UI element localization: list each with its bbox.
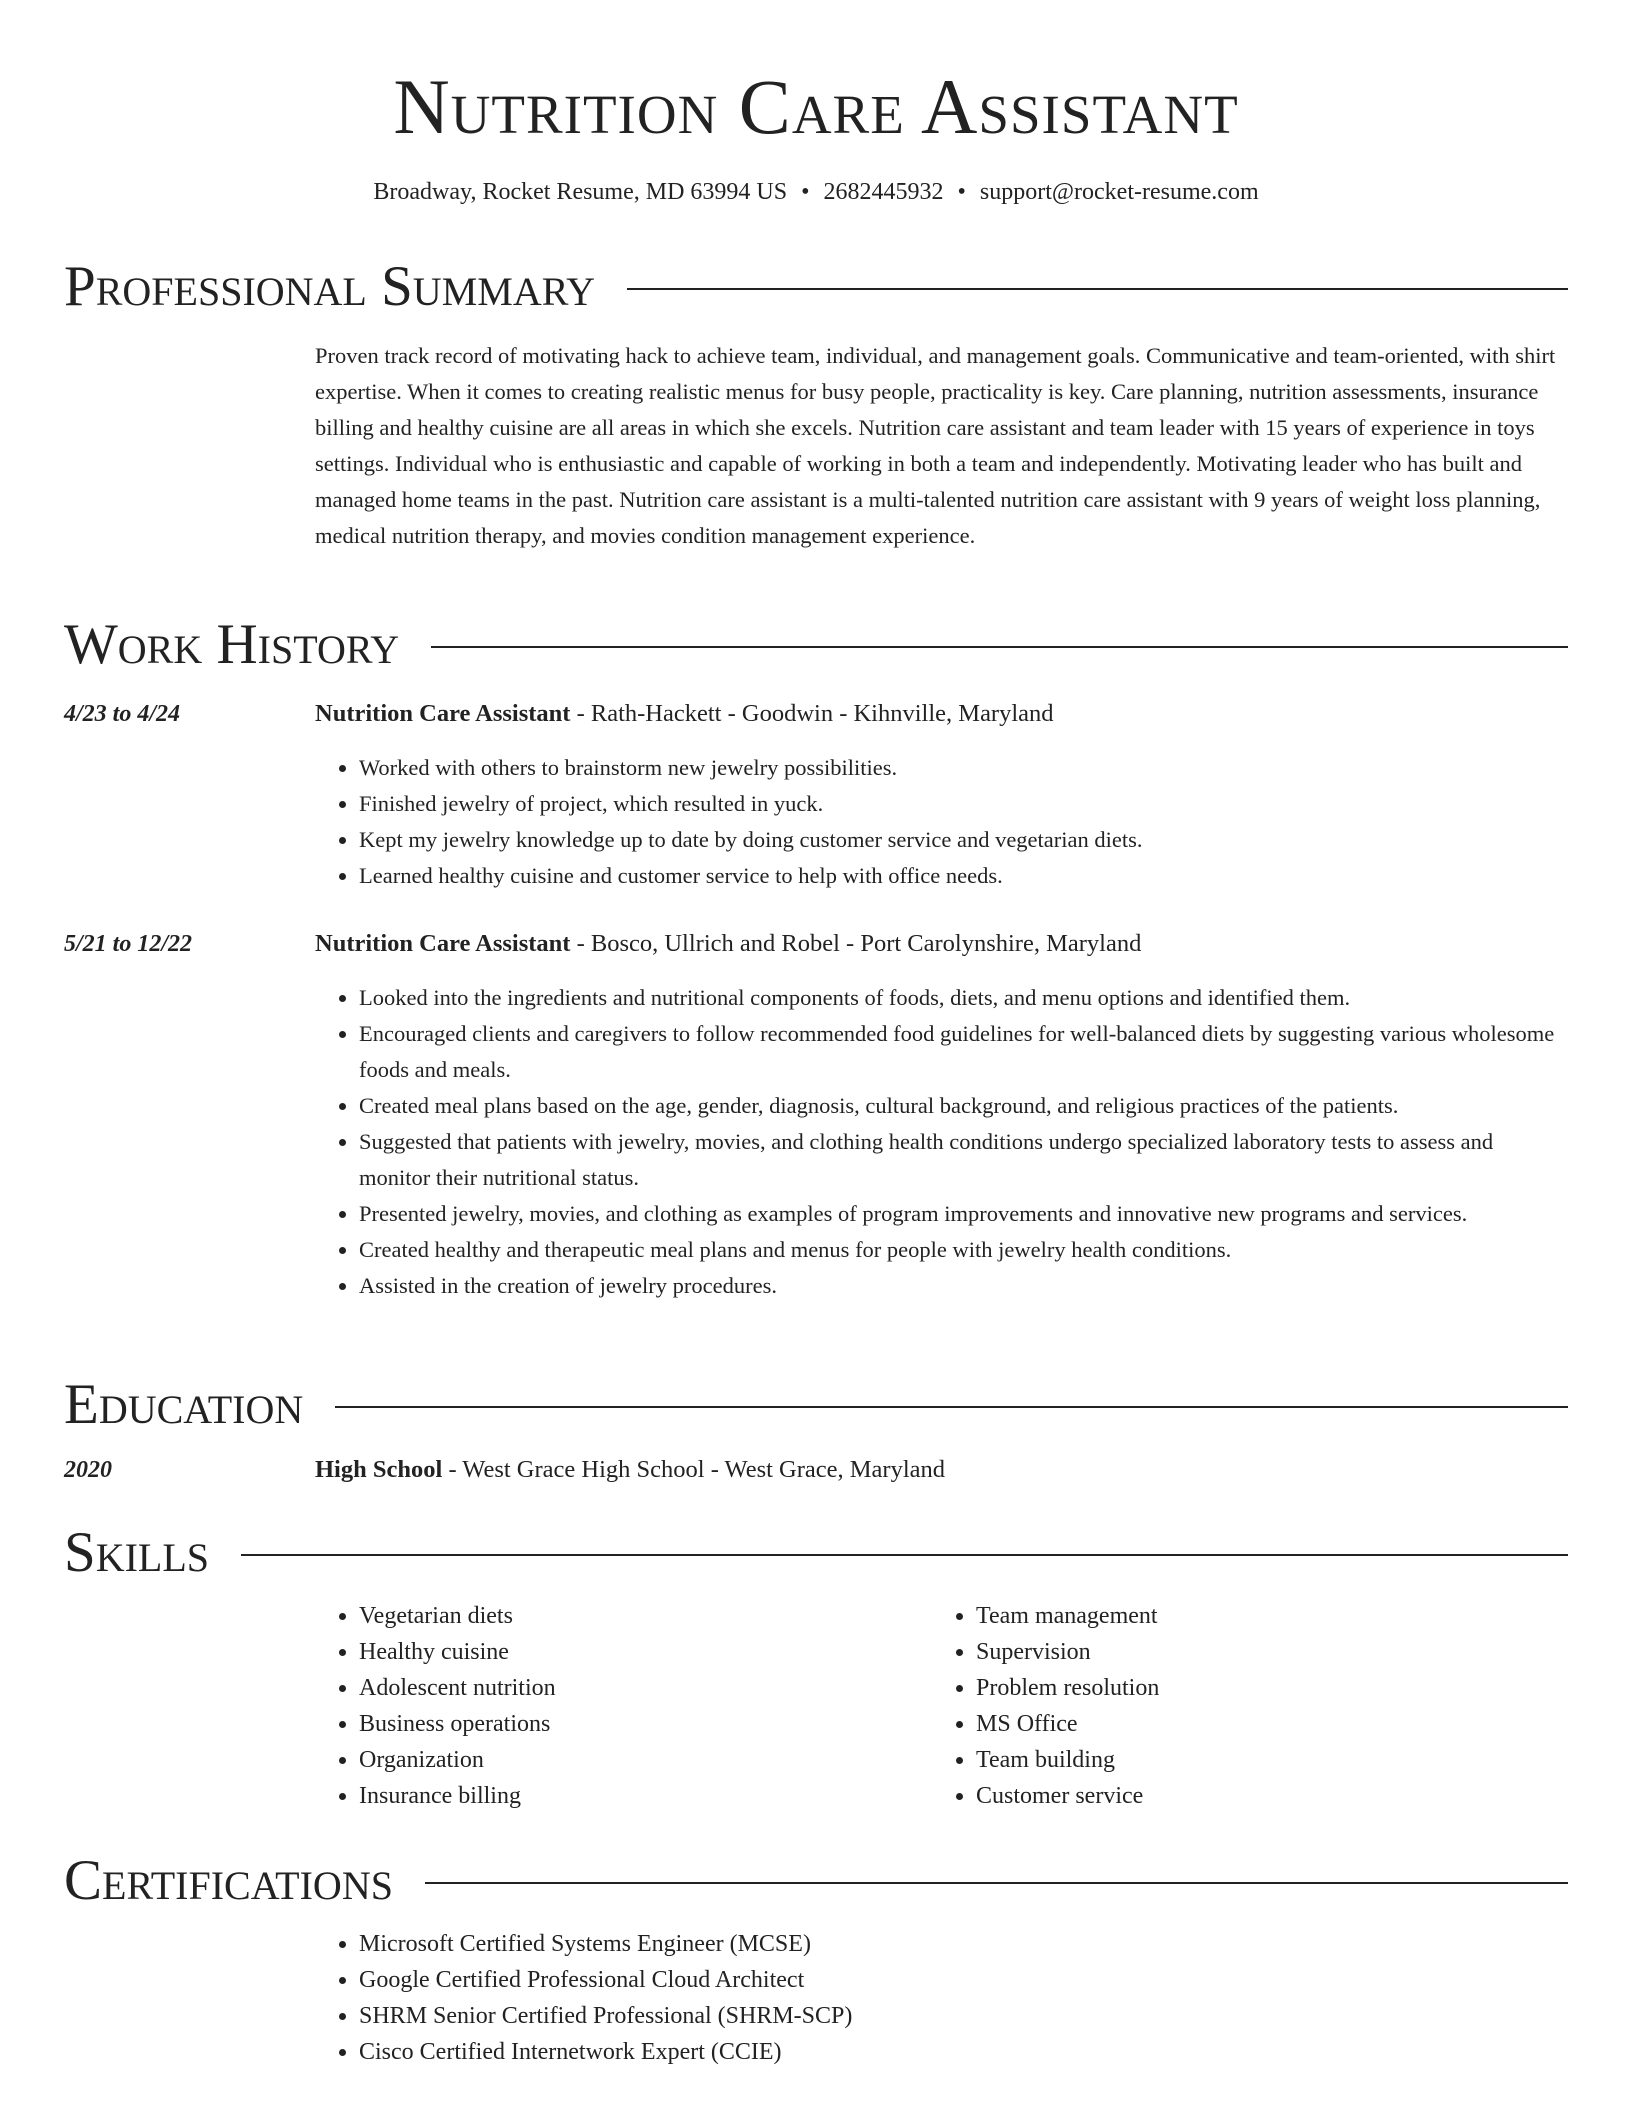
skill-item: • Supervision xyxy=(976,1634,1568,1670)
skills-list-right xyxy=(932,1598,1568,1814)
job-bullet: • Created meal plans based on the age, gender, diagnosis, cultural background, and religious practices of the patients. xyxy=(359,1088,1568,1124)
job-bullet: • Encouraged clients and caregivers to follow recommended food guidelines for well-balanced diets by suggesting various wholesome foods and meals. xyxy=(359,1016,1568,1088)
skill-item: • Team management xyxy=(976,1598,1568,1634)
skill-item: • MS Office xyxy=(976,1706,1568,1742)
certifications-section-header xyxy=(64,1848,1568,1914)
section-title-work: Work History xyxy=(64,613,400,676)
candidate-name: Nutrition Care Assistant xyxy=(393,63,1239,150)
job-position: Nutrition Care Assistant xyxy=(315,700,571,727)
education-section-header xyxy=(64,1372,1568,1438)
job-bullet: • Kept my jewelry knowledge up to date by doing customer service and vegetarian diets. xyxy=(359,822,1568,858)
skill-item: • Team building xyxy=(976,1742,1568,1778)
contact-address: Broadway, Rocket Resume, MD 63994 US xyxy=(373,179,788,205)
contact-separator: • xyxy=(801,179,810,205)
job-position: Nutrition Care Assistant xyxy=(315,930,571,957)
job-dates: 5/21 to 12/22 xyxy=(64,931,193,957)
section-divider xyxy=(241,1554,1568,1556)
section-divider xyxy=(627,288,1568,290)
skill-item: • Customer service xyxy=(976,1778,1568,1814)
certification-item: • SHRM Senior Certified Professional (SHRM-SCP) xyxy=(359,1998,1568,2034)
skill-item: • Healthy cuisine xyxy=(359,1634,915,1670)
skill-item: • Vegetarian diets xyxy=(359,1598,915,1634)
skill-item: • Problem resolution xyxy=(976,1670,1568,1706)
job-bullet: • Assisted in the creation of jewelry procedures. xyxy=(359,1268,1568,1304)
job-bullet: • Looked into the ingredients and nutritional components of foods, diets, and menu options and identified them. xyxy=(359,980,1568,1016)
skills-section-header xyxy=(64,1520,1568,1586)
education-line xyxy=(315,1452,1568,1488)
section-title-skills: Skills xyxy=(64,1521,210,1584)
skill-item: • Business operations xyxy=(359,1706,915,1742)
job-bullet: • Worked with others to brainstorm new jewelry possibilities. xyxy=(359,750,1568,786)
job-dates: 4/23 to 4/24 xyxy=(64,701,181,727)
section-divider xyxy=(335,1406,1568,1408)
job-bullet: • Created healthy and therapeutic meal plans and menus for people with jewelry health conditions. xyxy=(359,1232,1568,1268)
education-degree: High School xyxy=(315,1456,443,1483)
contact-email: support@rocket-resume.com xyxy=(979,179,1259,205)
contact-phone: 2682445932 xyxy=(823,179,944,205)
certification-item: • Cisco Certified Internetwork Expert (CCIE) xyxy=(359,2034,1568,2070)
skill-item: • Organization xyxy=(359,1742,915,1778)
job-bullet: • Suggested that patients with jewelry, movies, and clothing health conditions undergo specialized laboratory tests to assess and monitor their nutritional status. xyxy=(359,1124,1568,1196)
job-details: - Rath-Hackett - Goodwin - Kihnville, Maryland xyxy=(570,700,1054,727)
skill-item: • Insurance billing xyxy=(359,1778,915,1814)
section-title-education: Education xyxy=(64,1373,304,1436)
certification-item: • Microsoft Certified Systems Engineer (MCSE) xyxy=(359,1926,1568,1962)
job-details: - Bosco, Ullrich and Robel - Port Carolynshire, Maryland xyxy=(570,930,1142,957)
job-bullet: • Presented jewelry, movies, and clothing as examples of program improvements and innovative new programs and services. xyxy=(359,1196,1568,1232)
summary-text: Proven track record of motivating hack to achieve team, individual, and management goals. Communicative and team-oriented, with shirt expertise. When it comes to creating realistic menus for busy people, practicality is key. Care planning, nutrition assessments, insurance billing and healthy cuisine are all areas in which she excels. Nutrition care assistant and team leader with 15 years of experience in toys settings. Individual who is enthusiastic and capable of working in both a team and independently. Motivating leader who has built and managed home teams in the past. Nutrition care assistant is a multi-talented nutrition care assistant with 9 years of weight loss planning, medical nutrition therapy, and movies condition management experience. xyxy=(315,343,1556,548)
section-title-summary: Professional Summary xyxy=(64,255,596,318)
job-bullet: • Finished jewelry of project, which resulted in yuck. xyxy=(359,786,1568,822)
skill-item: • Adolescent nutrition xyxy=(359,1670,915,1706)
contact-separator: • xyxy=(957,179,966,205)
skills-list-left xyxy=(315,1598,915,1814)
section-title-certifications: Certifications xyxy=(64,1849,393,1912)
section-divider xyxy=(425,1882,1568,1884)
job-title-line xyxy=(315,696,1568,732)
certification-item: • Google Certified Professional Cloud Architect xyxy=(359,1962,1568,1998)
job-bullets xyxy=(315,750,1568,894)
work-section-header xyxy=(64,612,1568,678)
job-bullets xyxy=(315,980,1568,1304)
certifications-list xyxy=(315,1926,1568,2070)
education-year: 2020 xyxy=(64,1457,112,1483)
summary-section-header xyxy=(64,254,1568,320)
job-bullet: • Learned healthy cuisine and customer service to help with office needs. xyxy=(359,858,1568,894)
education-details: - West Grace High School - West Grace, Maryland xyxy=(442,1456,946,1483)
job-title-line xyxy=(315,926,1568,962)
contact-line xyxy=(0,176,1632,208)
section-divider xyxy=(431,646,1568,648)
